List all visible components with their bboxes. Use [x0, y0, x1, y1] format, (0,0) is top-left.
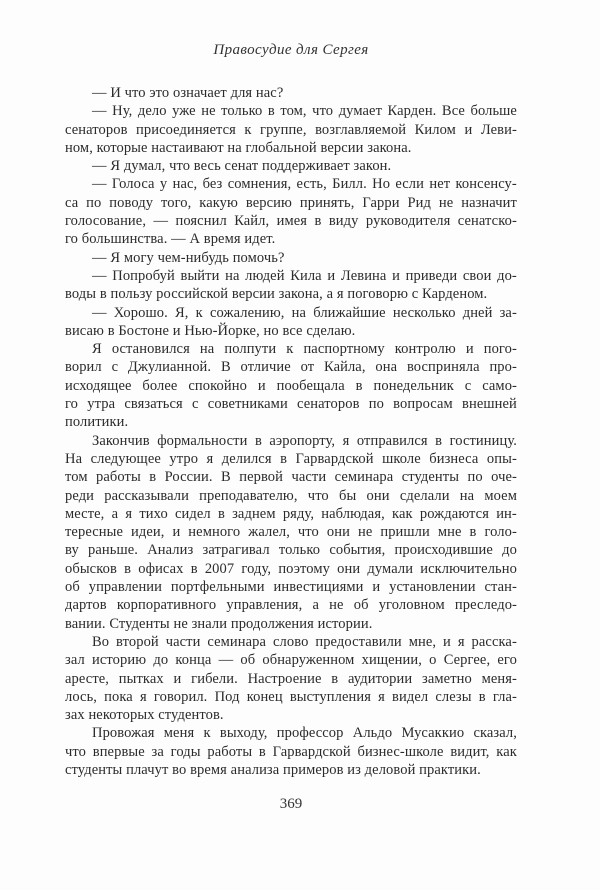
text-line: что впервые за годы работы в Гарвардской бизнес-школе видит, как — [65, 743, 517, 760]
paragraph — [65, 84, 517, 102]
text-line: обысков в офисах в 2007 году, поэтому они думали исключительно — [65, 560, 517, 577]
text-line: — Попробуй выйти на людей Кила и Левина и приведи свои до- — [92, 267, 517, 284]
text-line: об управлении портфельными инвестициями и установлении стан- — [65, 579, 517, 596]
text-line: политики. — [65, 414, 129, 431]
text-line: реди рассказывали преподавателю, что бы они сделали на моем — [65, 487, 517, 504]
paragraph — [65, 633, 517, 724]
paragraph — [65, 249, 517, 267]
text-line: — Хорошо. Я, к сожалению, на ближайшие несколько дней за- — [92, 304, 517, 321]
text-line: лось, пока я говорил. Под конец выступления я видел слезы в гла- — [65, 688, 517, 705]
text-line: висаю в Бостоне и Нью-Йорке, но все сделаю. — [65, 322, 356, 339]
paragraph — [65, 267, 517, 304]
text-line: го большинства. — А время идет. — [65, 231, 276, 248]
page-body — [65, 84, 517, 779]
paragraph — [65, 102, 517, 157]
text-line: зах некоторых студентов. — [65, 707, 224, 724]
text-line: месте, а я тихо сидел в заднем ряду, наблюдая, как рождаются ин- — [65, 505, 517, 522]
text-line: том работы в России. В первой части семинара студенты по оче- — [65, 469, 517, 486]
text-line: Во второй части семинара слово предоставили мне, и я расска- — [92, 633, 517, 650]
text-line: Я остановился на полпути к паспортному контролю и пого- — [92, 341, 517, 358]
text-line: — Я думал, что весь сенат поддерживает закон. — [92, 158, 392, 175]
text-line: — Голоса у нас, без сомнения, есть, Билл. Но если нет консенсу- — [92, 176, 517, 193]
paragraph — [65, 340, 517, 431]
text-line: На следующее утро я делился в Гарвардской школе бизнеса опы- — [65, 450, 517, 467]
text-line: воды в пользу российской версии закона, а я поговорю с Карденом. — [65, 286, 488, 303]
page-number: 369 — [279, 796, 303, 812]
running-head: Правосудие для Сергея — [213, 42, 369, 58]
text-line: ворил с Джулианной. В отличие от Кайла, она восприняла про- — [65, 359, 517, 376]
text-line: — Ну, дело уже не только в том, что думает Карден. Все больше — [92, 103, 517, 120]
paragraph — [65, 432, 517, 633]
text-line: дартов корпоративного управления, а не об уголовном преследо- — [65, 597, 517, 614]
text-line: тересные идеи, и немного жалел, что они не пришли мне в голо- — [65, 524, 517, 541]
text-line: — Я могу чем-нибудь помочь? — [92, 249, 285, 266]
text-line: сенаторов присоединяется к группе, возглавляемой Килом и Леви- — [65, 121, 517, 138]
text-line: го утра связаться с советниками сенаторов по вопросам внешней — [65, 396, 517, 413]
paragraph — [65, 724, 517, 779]
text-line: Провожая меня к выходу, профессор Альдо Мусаккио сказал, — [92, 725, 517, 742]
paragraph — [65, 304, 517, 341]
text-line: голосование, — пояснил Кайл, имея в виду руководителя сенатско- — [65, 213, 517, 230]
text-line: — И что это означает для нас? — [92, 85, 284, 101]
text-line: зал историю до конца — об обнаруженном хищении, о Сергее, его — [65, 652, 517, 669]
text-line: Закончив формальности в аэропорту, я отправился в гостиницу. — [92, 432, 517, 449]
text-line: ву раньше. Анализ затрагивал только события, происходившие до — [65, 542, 517, 559]
text-line: студенты плачут во время анализа примеров из деловой практики. — [65, 761, 481, 778]
text-line: са по поводу того, какую версию принять, Гарри Рид не назначит — [65, 194, 517, 211]
paragraph — [65, 175, 517, 248]
text-line: вании. Студенты не знали продолжения истории. — [65, 615, 373, 632]
paragraph — [65, 157, 517, 175]
text-line: исходящее более спокойно и пообещала в понедельник с само- — [65, 377, 517, 394]
text-line: аресте, пытках и гибели. Настроение в аудитории заметно меня- — [65, 670, 517, 687]
text-line: ном, которые настаивают на глобальной версии закона. — [65, 139, 412, 156]
